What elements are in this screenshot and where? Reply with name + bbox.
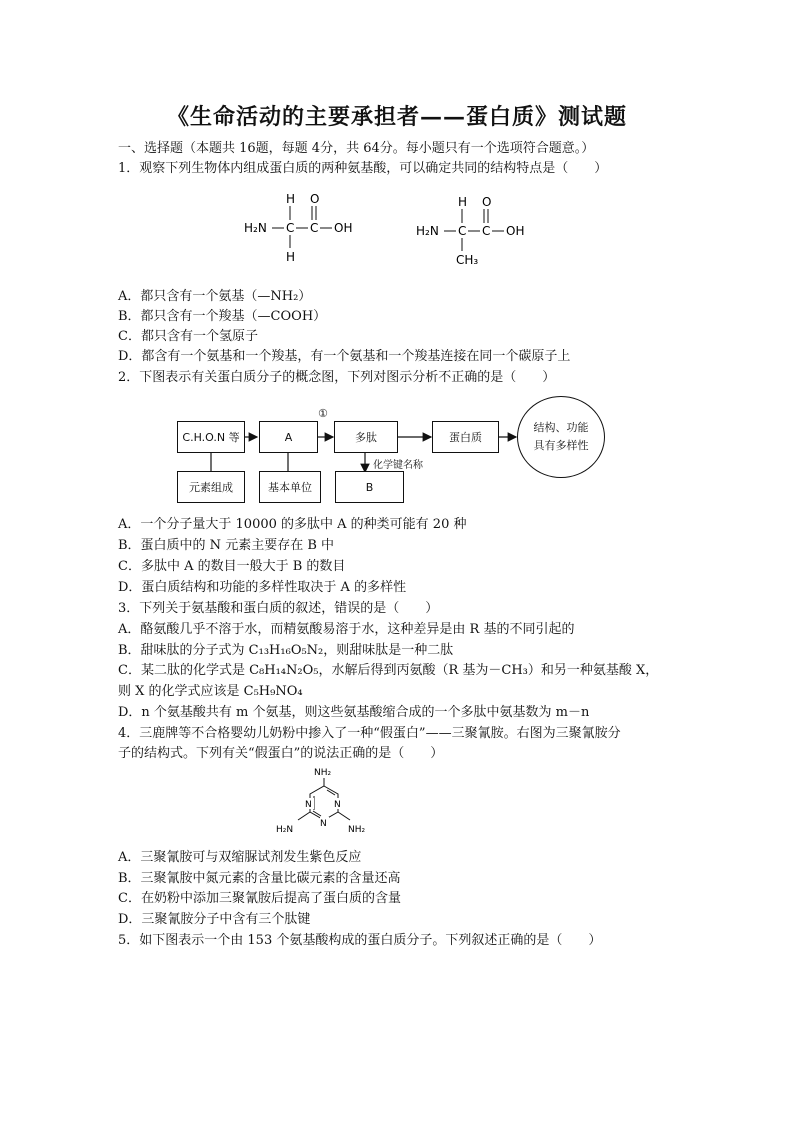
- q1-option-a: A．都只含有一个氨基（—NH₂）: [118, 289, 312, 304]
- box-a: A: [259, 421, 318, 453]
- q1-option-c: C．都只含有一个氢原子: [118, 329, 258, 344]
- q4-option-b: B．三聚氰胺中氮元素的含量比碳元素的含量还高: [118, 871, 401, 886]
- melamine-nh2-top: NH₂: [314, 768, 332, 778]
- mol1-h2n: H₂N: [244, 221, 267, 235]
- mol2-o: O: [482, 195, 492, 209]
- mol2-c2: C: [482, 224, 491, 238]
- q4-option-d: D．三聚氰胺分子中含有三个肽键: [118, 912, 311, 927]
- q4-option-a: A．三聚氰胺可与双缩脲试剂发生紫色反应: [118, 850, 362, 865]
- melamine-h2n-left: H₂N: [276, 825, 294, 835]
- q3-option-d: D．n 个氨基酸共有 m 个氨基，则这些氨基酸缩合成的一个多肽中氨基数为 m－n: [118, 705, 590, 720]
- diversity-circle: [517, 396, 605, 478]
- mol1-c2: C: [310, 221, 319, 235]
- mol2-oh: OH: [506, 224, 525, 238]
- box-protein: 蛋白质: [432, 421, 499, 453]
- mol1-oh: OH: [334, 221, 353, 235]
- mol2-ch3: CH₃: [456, 253, 479, 267]
- box-element-composition: 元素组成: [177, 471, 245, 503]
- bond-name-label: 化学键名称: [373, 460, 423, 471]
- q1-option-b: B．都只含有一个羧基（—COOH）: [118, 309, 327, 324]
- box-b: B: [335, 471, 404, 503]
- q5-stem: 5．如下图表示一个由 153 个氨基酸构成的蛋白质分子。下列叙述正确的是（ ）: [118, 933, 602, 948]
- melamine-n-right: N: [334, 800, 341, 810]
- q2-option-b: B．蛋白质中的 N 元素主要存在 B 中: [118, 538, 335, 553]
- melamine-n-left: N: [305, 800, 312, 810]
- mol2-h2n: H₂N: [416, 224, 439, 238]
- circle-line2: 具有多样性: [533, 439, 589, 452]
- q2-stem: 2．下图表示有关蛋白质分子的概念图，下列对图示分析不正确的是（ ）: [118, 370, 556, 385]
- mol1-o: O: [310, 192, 320, 206]
- melamine-nh2-right: NH₂: [348, 825, 366, 835]
- q2-option-a: A．一个分子量大于 10000 的多肽中 A 的种类可能有 20 种: [118, 517, 467, 532]
- mol2-top-h: H: [458, 195, 468, 209]
- melamine-structure: [270, 764, 380, 842]
- mol1-bottom-h: H: [286, 250, 296, 264]
- q4-stem: 4．三鹿牌等不合格婴幼儿奶粉中掺入了一种“假蛋白”——三聚氰胺。右图为三聚氰胺分: [118, 726, 621, 741]
- q3-option-c: C．某二肽的化学式是 C₈H₁₄N₂O₅，水解后得到丙氨酸（R 基为－CH₃）和另一种氨基酸 X，: [118, 663, 659, 678]
- q2-option-d: D．蛋白质结构和功能的多样性取决于 A 的多样性: [118, 580, 407, 595]
- mol1-c1: C: [286, 221, 295, 235]
- melamine-n-bottom: N: [320, 819, 327, 829]
- circle-line1: 结构、功能: [533, 421, 589, 434]
- q1-option-d: D．都含有一个氨基和一个羧基，有一个氨基和一个羧基连接在同一个碳原子上: [118, 349, 571, 364]
- q4-option-c: C．在奶粉中添加三聚氰胺后提高了蛋白质的含量: [118, 891, 401, 906]
- box-elements: C.H.O.N 等: [177, 421, 245, 453]
- q3-option-b: B．甜味肽的分子式为 C₁₃H₁₆O₅N₂，则甜味肽是一种二肽: [118, 643, 454, 658]
- q1-stem: 1．观察下列生物体内组成蛋白质的两种氨基酸，可以确定共同的结构特点是（ ）: [118, 161, 608, 176]
- page-title: 《生命活动的主要承担者——蛋白质》测试题: [166, 104, 627, 130]
- q2-option-c: C．多肽中 A 的数目一般大于 B 的数目: [118, 559, 346, 574]
- step-marker: ①: [318, 407, 328, 420]
- mol1-top-h: H: [286, 192, 296, 206]
- box-basic-unit: 基本单位: [259, 471, 321, 503]
- q4-stem-cont: 子的结构式。下列有关“假蛋白”的说法正确的是（ ）: [118, 746, 444, 761]
- section-heading: 一、选择题（本题共 16题，每题 4分，共 64分。每小题只有一个选项符合题意。）: [118, 141, 595, 156]
- q3-option-a: A．酪氨酸几乎不溶于水，而精氨酸易溶于水，这种差异是由 R 基的不同引起的: [118, 622, 575, 637]
- box-polypeptide: 多肽: [334, 421, 398, 453]
- mol2-c1: C: [458, 224, 467, 238]
- q3-stem: 3．下列关于氨基酸和蛋白质的叙述，错误的是（ ）: [118, 601, 439, 616]
- q3-option-c-cont: 则 X 的化学式应该是 C₅H₉NO₄: [118, 684, 303, 699]
